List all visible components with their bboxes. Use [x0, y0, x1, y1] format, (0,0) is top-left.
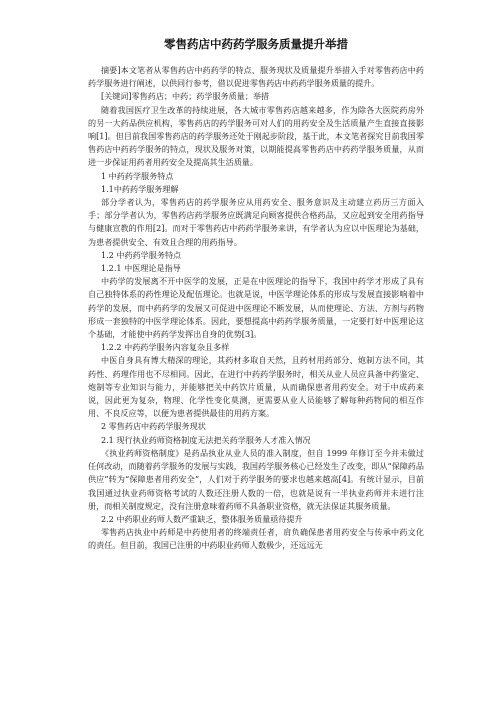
- section-heading-2: 2 零售药店中药药学服务现状: [100, 421, 206, 432]
- body-paragraph-1-2-2: 中医自身具有博大精深的理论，其药材多取自天然，且药材用药部分、炮制方法不同，其药性、药理作用也不尽相同。因此，在进行中药药学服务时，相关从业人员应具备中药鉴定、炮制等专业知识与能力，并能够把关中药饮片质量，从而确保患者用药安全。对于中成药来说，因此更为复杂，物理、化学性变化莫测，更需要从业人员能够了解每种药物间的相互作用、不良反应等，以便为患者提供最佳的用药方案。: [88, 355, 424, 419]
- subsection-heading-2-2: 2.2 中药职业药师人数严重缺乏，整体服务质量亟待提升: [100, 513, 303, 524]
- subsection-heading-1-1: 1.1中药药学服务理解: [100, 183, 179, 194]
- keywords-paragraph: [关键词]零售药店；中药；药学服务质量；举措: [100, 91, 270, 102]
- abstract-paragraph: 摘要]本文笔者从零售药店中药药学的特点、服务现状及质量提升举措入手对零售药店中药药学服务进行阐述，以供同行参考，借以促进零售药店中药药学服务质量的提升。: [88, 65, 424, 89]
- intro-paragraph: 随着我国医疗卫生改革的持续进展，各大城市零售药店越来越多，作为除各大医院药房外的另一大药品供应机构，零售药店的药学服务可对人们的用药安全及生活质量产生直接直接影响[1]。但目前我国零售药店的药学服务还处于刚起步阶段，基于此，本文笔者探究目前我国零售药店中药药学服务的特点，现状及服务对策，以期能提高零售药店中药药学服务质量，从而进一步保证用药者用药安全及提高其生活质量。: [88, 104, 424, 168]
- subsection-heading-1-2-1: 1.2.1 中医理论是指导: [100, 263, 181, 274]
- subsection-heading-1-2-2: 1.2.2 中药药学服务内容复杂且多样: [100, 342, 230, 353]
- subsection-heading-2-1: 2.1 现行执业药师资格制度无法把关药学服务人才准入情况: [100, 434, 311, 445]
- body-paragraph-2-2: 零售药店执业中药师是中药使用者的终端责任者，肩负确保患者用药安全与传承中药文化的责任。但目前，我国已注册的中药职业药师人数极少，还远远无: [88, 527, 424, 551]
- body-paragraph-2-1: 《执业药师资格制度》是药品执业从业人员的准入制度，但自 1999 年修订至今并未做过任何改动，而随着药学服务的发展与实践，我国药学服务核心已经发生了改变，即从“保障药品供应”转为“保障患者用药安全”，人们对于药学服务的要求也越来越高[4]。有统计显示，目前我国通过执业药师资格考试的人数还注册人数的一倍，也就是说有一半执业药师并未进行注册，而相关制度规定，没有注册意味着药师不具备职业资格，就无法保证其服务质量。: [88, 447, 424, 511]
- body-paragraph-1-1: 部分学者认为，零售药店的药学服务应从用药安全、服务意识及主动建立药历三方面入手；部分学者认为，零售药店药学服务应既满足向顾客提供合格药品，又应起到安全用药指导与健康宣教的作用[2]。而对于零售药店中药药学服务来讲，有学者认为应以中医理论为基础，为患者提供安全、有效且合理的用药指导。: [88, 197, 424, 247]
- document-title: 零售药店中药药学服务质量提升举措: [164, 37, 348, 51]
- subsection-heading-1-2: 1.2 中药药学服务特点: [100, 249, 182, 260]
- body-paragraph-1-2-1: 中药学的发展离不开中医学的发展，正是在中医理论的指导下，我国中药学才形成了具有自己独特体系的药性理论及配伍理论。也就是说，中医学理论体系的形成与发展直接影响着中药学的发展，而中药药学的发展又可促进中医理论不断发展，从而使理论、方法、方剂与药物形成一套独特的中医学理论体系。因此，要想提高中药药学服务质量，一定要打好中医理论这个基础，才能使中药药学发挥出自身的优势[3]。: [88, 276, 424, 340]
- section-heading-1: 1 中药药学服务特点: [100, 170, 174, 181]
